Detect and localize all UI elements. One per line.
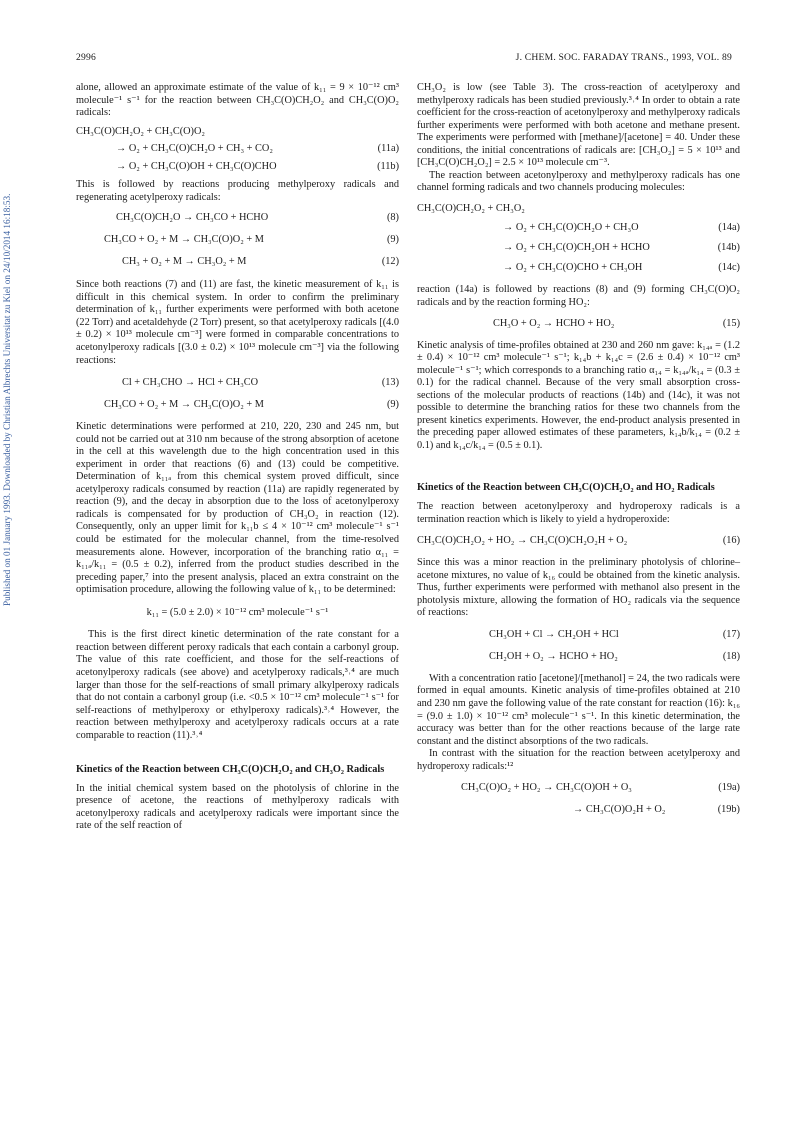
paragraph: This is the first direct kinetic determination of the rate constant for a reaction between different peroxy radicals that each contain a carbonyl group. The value of this rate coefficient, and those for the self-reactions of acetonylperoxy radicals (see above) and acetylperoxy radicals,³˒⁴ are much larger than those for the self-reactions of small primary alkylperoxy radicals that do not contain a carbonyl group (i.e. <0.5 × 10⁻¹² cm³ molecule⁻¹ s⁻¹ for self-reactions of methylperoxy or ethylperoxy radicals).³˒⁴ However, the reaction between methylperoxy and acetylperoxy radicals occurs at a rate comparable to reaction (11).³˒⁴ xyxy=(76,629,399,741)
equation-number: (14b) xyxy=(717,242,740,254)
equation-number: (13) xyxy=(381,377,399,389)
equation-18 xyxy=(417,651,740,664)
equation-number: (19b) xyxy=(717,804,740,816)
equation-11-reactants: CH₃C(O)CH₂O₂ + CH₃C(O)O₂ xyxy=(76,125,206,137)
equation-15 xyxy=(417,318,740,331)
page-number: 2996 xyxy=(76,52,96,63)
equation-text: CH₃C(O)O₂ + HO₂ → CH₃C(O)OH + O₃ xyxy=(461,782,632,794)
section-heading: Kinetics of the Reaction between CH₃C(O)CH₂O₂ and HO₂ Radicals xyxy=(417,482,715,494)
equation-number: (17) xyxy=(722,628,740,640)
equation-16 xyxy=(417,535,740,548)
equation-text: CH₃CO + O₂ + M → CH₃C(O)O₂ + M xyxy=(104,399,264,411)
equation-text: → O₂ + CH₃C(O)CHO + CH₃OH xyxy=(503,262,643,274)
equation-text: → O₂ + CH₃C(O)CH₂O + CH₃O xyxy=(503,222,639,234)
equation-number: (14a) xyxy=(718,222,740,234)
equation-text: CH₃C(O)CH₂O → CH₃CO + HCHO xyxy=(116,212,269,224)
paragraph: In contrast with the situation for the reaction between acetylperoxy and hydroperoxy radicals:¹² xyxy=(417,748,740,772)
equation-text: CH₂OH + O₂ → HCHO + HO₂ xyxy=(489,650,618,662)
left-column xyxy=(76,82,399,833)
equation-number: (14c) xyxy=(718,262,740,274)
rate-constant-k11: k₁₁ = (5.0 ± 2.0) × 10⁻¹² cm³ molecule⁻¹ s⁻¹ xyxy=(146,606,329,618)
paragraph: This is followed by reactions producing methylperoxy radicals and regenerating acetylperoxy radicals: xyxy=(76,179,399,203)
paragraph: Kinetic analysis of time-profiles obtained at 230 and 260 nm gave: k₁₄ₐ = (1.2 ± 0.4) × 10⁻¹² cm³ molecule⁻¹ s⁻¹; k₁₄b + k₁₄c = (2.6 ± 0.4) × 10⁻¹² cm³ molecule⁻¹ s⁻¹; which corresponds to a branching ratio α₁₄ = k₁₄ₐ/k₁₄ = (0.3 ± 0.1) for the radical channel. Because of the very small absorption cross-sections of the molecular products of reactions (14b) and (14c), it was not possible to determine the branching ratios for these two channels from the present kinetics experiments. However, the end-product analysis presented in the preceding paper allowed estimates of these parameters, k₁₄b/k₁₄ = (0.2 ± 0.1) and k₁₄c/k₁₄ = (0.5 ± 0.1). xyxy=(417,339,740,451)
section-heading: Kinetics of the Reaction between CH₃C(O)CH₂O₂ and CH₃O₂ Radicals xyxy=(76,764,385,776)
paragraph: CH₃O₂ is low (see Table 3). The cross-reaction of acetylperoxy and methylperoxy radicals has been studied previously.³˒⁴ In order to obtain a rate coefficient for the cross-reaction of acetonylperoxy and methylperoxy radicals further experiments were performed with both acetone and methane present. The experiments were performed with [methane]/[acetone] = 40. Under these conditions, the initial concentrations of radicals are: [CH₃O₂] = 5 × 10¹³ and [CH₃C(O)CH₂O₂] = 2.5 × 10¹³ molecule cm⁻³. xyxy=(417,82,740,169)
equation-17 xyxy=(417,629,740,642)
equation-text: CH₃CO + O₂ + M → CH₃C(O)O₂ + M xyxy=(104,234,264,246)
equation-number: (12) xyxy=(381,256,399,268)
paragraph: Kinetic determinations were performed at 210, 220, 230 and 245 nm, but could not be carried out at 310 nm because of the strong absorption of acetone in the cell at this wavelength due to the high concentration used in this experiment in order that reactions (6) and (13) could be competitive. Determination of k₁₁ₐ from this chemical system proved difficult, since acetylperoxy radicals consumed by reaction (11a) are rapidly regenerated by reaction (9), and the decay in absorption due to the loss of acetonylperoxy radicals is compensated for by production of CH₃O₂ in reaction (12). Consequently, only an upper limit for k₁₁b ≤ 4 × 10⁻¹² cm³ molecule⁻¹ s⁻¹ could be estimated for the molecular channel, from the time-resolved measurements alone. However, incorporation of the branching ratio α₁₁ = k₁₁ₐ/k₁₁ = (0.5 ± 0.2), inferred from the product studies described in the preceding paper,⁷ into the present analysis, placed an extra constraint on the optimisation procedure, allowing the following value of k₁₁ to be determined: xyxy=(76,421,399,596)
equation-text: → O₂ + CH₃C(O)CH₂OH + HCHO xyxy=(503,242,650,254)
equation-19a xyxy=(417,782,740,795)
paragraph: reaction (14a) is followed by reactions (8) and (9) forming CH₃C(O)O₂ radicals and by the reaction forming HO₂: xyxy=(417,284,740,309)
equation-number: (11a) xyxy=(377,143,399,155)
right-column xyxy=(417,82,740,822)
running-header: J. CHEM. SOC. FARADAY TRANS., 1993, VOL. 89 xyxy=(515,52,732,63)
equation-9-repeat xyxy=(76,399,399,412)
equation-text: → O₂ + CH₃C(O)CH₂O + CH₃ + CO₂ xyxy=(116,143,273,155)
equation-number: (11b) xyxy=(377,161,399,173)
equation-19b xyxy=(417,804,740,817)
paragraph: The reaction between acetonylperoxy and hydroperoxy radicals is a termination reaction which is likely to yield a hydroperoxide: xyxy=(417,501,740,525)
equation-number: (16) xyxy=(722,535,740,547)
equation-number: (8) xyxy=(386,212,399,224)
equation-14b xyxy=(417,242,740,255)
equation-number: (9) xyxy=(386,399,399,411)
equation-text: Cl + CH₃CHO → HCl + CH₃CO xyxy=(122,377,259,389)
equation-number: (19a) xyxy=(718,782,740,794)
paragraph: Since this was a minor reaction in the preliminary photolysis of chlorine–acetone mixtures, no value of k₁₆ could be obtained from the kinetic analysis. Thus, further experiments were performed with methanol also present in the photolysis mixture, allowing the formation of HO₂ radicals via the sequence of reactions: xyxy=(417,557,740,619)
equation-text: CH₃OH + Cl → CH₂OH + HCl xyxy=(489,628,619,640)
paragraph: The reaction between acetonylperoxy and methylperoxy radicals has one channel forming radicals and two channels producing molecules: xyxy=(417,169,740,194)
equation-14a xyxy=(417,222,740,235)
equation-13 xyxy=(76,377,399,390)
equation-text: CH₃O + O₂ → HCHO + HO₂ xyxy=(493,317,615,329)
paragraph: Since both reactions (7) and (11) are fast, the kinetic measurement of k₁₁ is difficult in this chemical system. In order to confirm the preliminary determination of k₁₁ further experiments were performed with both acetone (22 Torr) and acetaldehyde (2 Torr) present, so that acetylperoxy radicals [(4.0 ± 0.2) × 10¹³ molecule cm⁻³] were formed in comparable concentrations to acetonylperoxy radicals [(3.0 ± 0.2) × 10¹³ molecule cm⁻³] via the following reactions: xyxy=(76,279,399,366)
equation-number: (9) xyxy=(386,234,399,246)
equation-text: CH₃C(O)CH₂O₂ + HO₂ → CH₃C(O)CH₂O₂H + O₂ xyxy=(417,535,628,547)
equation-8 xyxy=(76,212,399,225)
equation-12 xyxy=(76,256,399,269)
paragraph: With a concentration ratio [acetone]/[methanol] = 24, the two radicals were formed in equal amounts. Kinetic analysis of time-profiles obtained at 210 and 230 nm gave the following value of the rate constant for reaction (16): k₁₆ = (9.0 ± 1.0) × 10⁻¹² cm³ molecule⁻¹ s⁻¹. In this kinetic determination, the accuracy was better than for the other reactions because of the large rate constant and the distinct absorptions of the two radicals. xyxy=(417,672,740,747)
equation-number: (18) xyxy=(722,650,740,662)
equation-text: → CH₃C(O)O₂H + O₂ xyxy=(573,804,666,816)
equation-14c xyxy=(417,262,740,275)
equation-11b xyxy=(76,161,399,174)
paragraph: In the initial chemical system based on the photolysis of chlorine in the presence of acetone, the reactions of methylperoxy radicals with acetonylperoxy radicals and acetylperoxy radicals were important since the rate of the self reaction of xyxy=(76,782,399,832)
equation-11a xyxy=(76,143,399,156)
equation-number: (15) xyxy=(722,317,740,329)
paragraph: alone, allowed an approximate estimate of the value of k₁₁ = 9 × 10⁻¹² cm³ molecule⁻¹ s⁻¹ for the reaction between CH₃C(O)CH₂O₂ and CH₃C(O)O₂ radicals: xyxy=(76,82,399,119)
equation-text: CH₃ + O₂ + M → CH₃O₂ + M xyxy=(122,256,247,268)
equation-14-reactants: CH₃C(O)CH₂O₂ + CH₃O₂ xyxy=(417,202,525,214)
equation-9 xyxy=(76,234,399,247)
equation-text: → O₂ + CH₃C(O)OH + CH₃C(O)CHO xyxy=(116,161,277,173)
download-watermark: Published on 01 January 1993. Downloaded by Christian Albrechts Universitat zu Kiel on 24/10/2014 16:18:53. xyxy=(2,193,12,607)
